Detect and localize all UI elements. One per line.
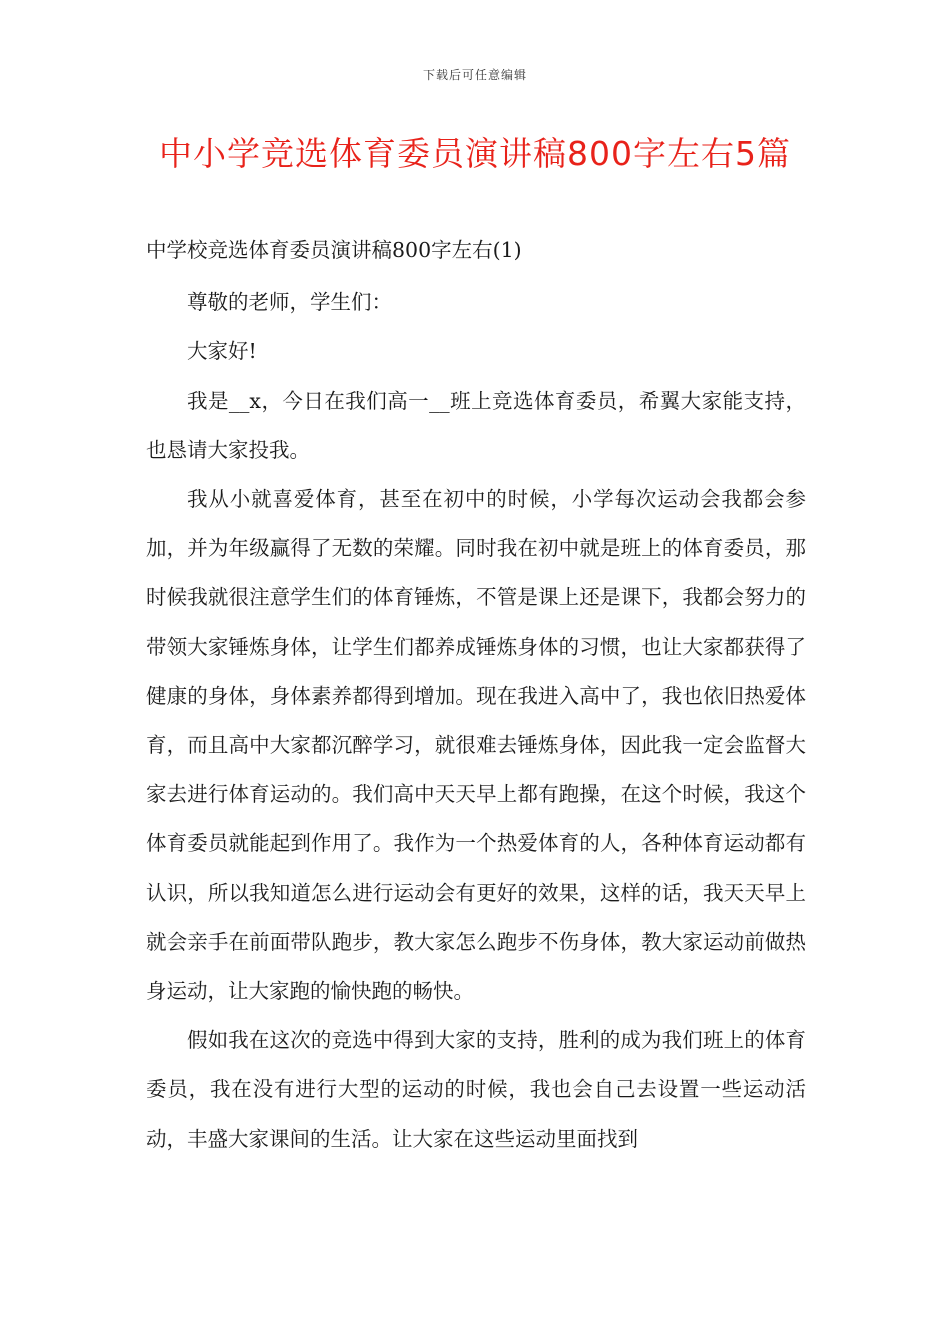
document-title: 中小学竞选体育委员演讲稿800字左右5篇 xyxy=(159,134,791,173)
paragraph-experience: 我从小就喜爱体育，甚至在初中的时候，小学每次运动会我都会参加，并为年级赢得了无数的荣耀。同时我在初中就是班上的体育委员，那时候我就很注意学生们的体育锤炼，不管是课上还是课下，我都会努力的带领大家锤炼身体，让学生们都养成锤炼身体的习惯，也让大家都获得了健康的身体，身体素养都得到增加。现在我进入高中了，我也依旧热爱体育，而且高中大家都沉醉学习，就很难去锤炼身体，因此我一定会监督大家去进行体育运动的。我们高中天天早上都有跑操，在这个时候，我这个体育委员就能起到作用了。我作为一个热爱体育的人，各种体育运动都有认识，所以我知道怎么进行运动会有更好的效果，这样的话，我天天早上就会亲手在前面带队跑步，教大家怎么跑步不伤身体，教大家运动前做热身运动，让大家跑的愉快跑的畅快。 xyxy=(146,487,806,1004)
paragraph-plan: 假如我在这次的竞选中得到大家的支持，胜利的成为我们班上的体育委员，我在没有进行大型的运动的时候，我也会自己去设置一些运动活动，丰盛大家课间的生活。让大家在这些运动里面找到 xyxy=(146,1028,806,1151)
document-body xyxy=(146,226,806,1164)
header-note: 下载后可任意编辑 xyxy=(422,68,527,82)
section-heading: 中学校竞选体育委员演讲稿800字左右(1) xyxy=(146,238,522,262)
paragraph-greeting: 大家好! xyxy=(187,339,257,364)
paragraph-salutation: 尊敬的老师，学生们： xyxy=(187,290,392,315)
paragraph-intro: 我是__x，今日在我们高一__班上竞选体育委员，希翼大家能支持，也恳请大家投我。 xyxy=(146,388,806,462)
